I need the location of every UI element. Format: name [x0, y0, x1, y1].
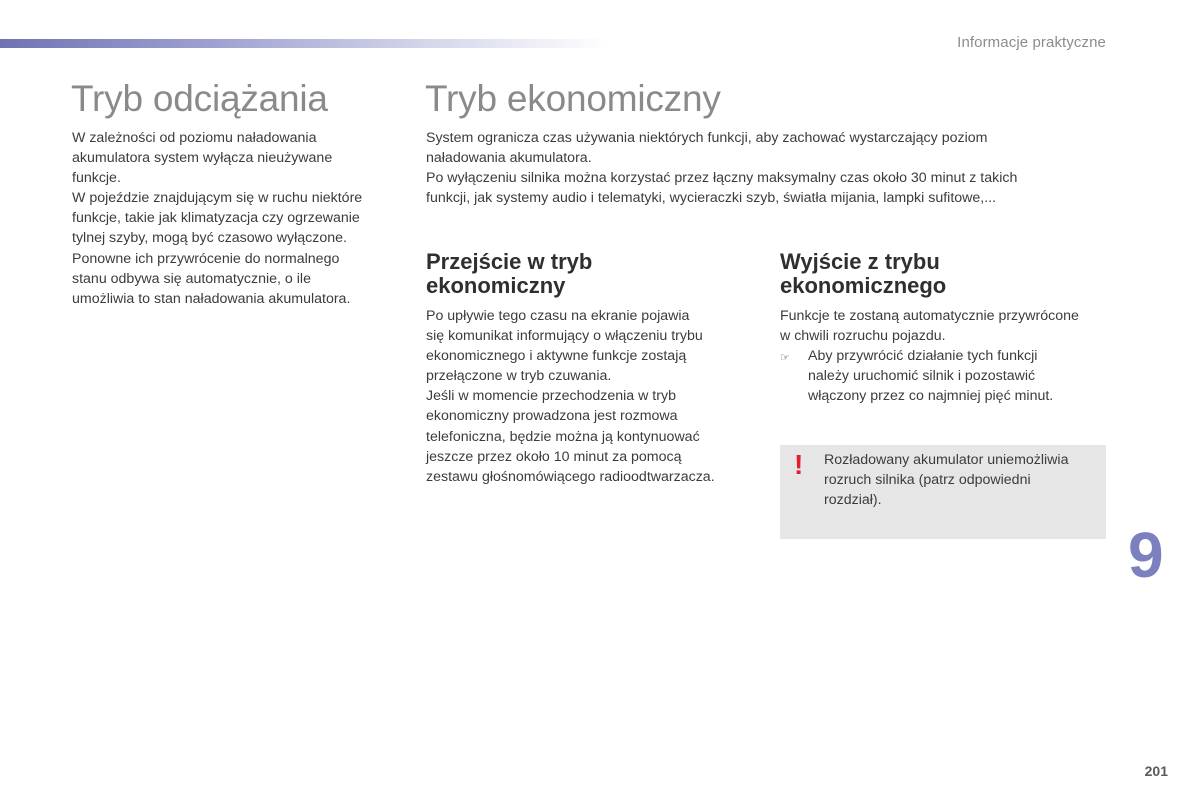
bullet-item — [780, 346, 1120, 406]
text-line: naładowania akumulatora. — [426, 150, 592, 167]
section-label: Informacje praktyczne — [957, 34, 1106, 51]
text-line: funkcje, takie jak klimatyzacja czy ogrzewanie — [72, 210, 360, 227]
text-line: stanu odbywa się automatycznie, o ile — [72, 270, 311, 287]
text-line: tylnej szyby, mogą być czasowo wyłączone. — [72, 230, 347, 247]
text-line: Jeśli w momencie przechodzenia w tryb — [426, 388, 676, 405]
text-line: funkcji, jak systemy audio i telematyki, wycieraczki szyb, światła mijania, lampki sufitowe,... — [426, 190, 997, 207]
text-line: Ponowne ich przywrócenie do normalnego — [72, 250, 340, 267]
text-line: Rozładowany akumulator uniemożliwia — [824, 452, 1069, 468]
text-line: W zależności od poziomu naładowania — [72, 130, 317, 146]
text-line: jeszcze przez około 10 minut za pomocą — [426, 448, 682, 465]
text-line: akumulatora system wyłącza nieużywane — [72, 150, 333, 167]
text-line: Aby przywrócić działanie tych funkcji — [808, 348, 1038, 365]
heading-line: ekonomicznego — [780, 273, 947, 298]
warning-box — [780, 445, 1106, 539]
text-line: Po wyłączeniu silnika można korzystać przez łączny maksymalny czas około 30 minut z takich — [426, 170, 1018, 187]
heading-line: Wyjście z trybu — [780, 249, 940, 274]
text-line: należy uruchomić silnik i pozostawić — [808, 368, 1036, 385]
entering-economy-heading — [426, 250, 592, 298]
text-line: rozdział). — [824, 492, 882, 509]
text-line: Po upływie tego czasu na ekranie pojawia — [426, 308, 690, 324]
text-line: ekonomicznego i aktywne funkcje zostają — [426, 348, 687, 365]
text-line: W pojeździe znajdującym się w ruchu niektóre — [72, 190, 363, 207]
exiting-economy-text — [780, 306, 1120, 406]
warning-exclamation-icon: ! — [794, 449, 804, 480]
heading-line: ekonomiczny — [426, 273, 566, 298]
text-line: umożliwia to stan naładowania akumulatora. — [72, 290, 351, 307]
text-line: System ogranicza czas używania niektórych funkcji, aby zachować wystarczający poziom — [426, 130, 988, 146]
text-line: w chwili rozruchu pojazdu. — [780, 328, 946, 345]
warning-text — [824, 450, 1100, 510]
text-line: zestawu głośnomówiącego radioodtwarzacza. — [426, 468, 715, 485]
exiting-economy-heading — [780, 250, 946, 298]
heading-line: Przejście w tryb — [426, 249, 593, 274]
load-shedding-title: Tryb odciążania — [71, 78, 328, 119]
text-line: rozruch silnika (patrz odpowiedni — [824, 472, 1031, 489]
text-line: się komunikat informujący o włączeniu trybu — [426, 328, 703, 345]
text-line: ekonomiczny prowadzona jest rozmowa — [426, 408, 678, 425]
text-line: przełączone w tryb czuwania. — [426, 368, 612, 385]
economy-mode-text — [426, 128, 1106, 208]
text-line: włączony przez co najmniej pięć minut. — [808, 388, 1054, 405]
pointing-hand-icon: ☞ — [780, 352, 790, 365]
page-number: 201 — [1144, 763, 1168, 779]
header-accent-bar — [0, 39, 610, 48]
text-line: Funkcje te zostaną automatycznie przywrócone — [780, 308, 1079, 324]
load-shedding-text — [72, 128, 402, 309]
chapter-number: 9 — [1128, 519, 1164, 591]
text-line: telefoniczna, będzie można ją kontynuować — [426, 428, 700, 445]
entering-economy-text — [426, 306, 766, 487]
text-line: funkcje. — [72, 170, 121, 187]
economy-mode-title: Tryb ekonomiczny — [425, 78, 721, 119]
